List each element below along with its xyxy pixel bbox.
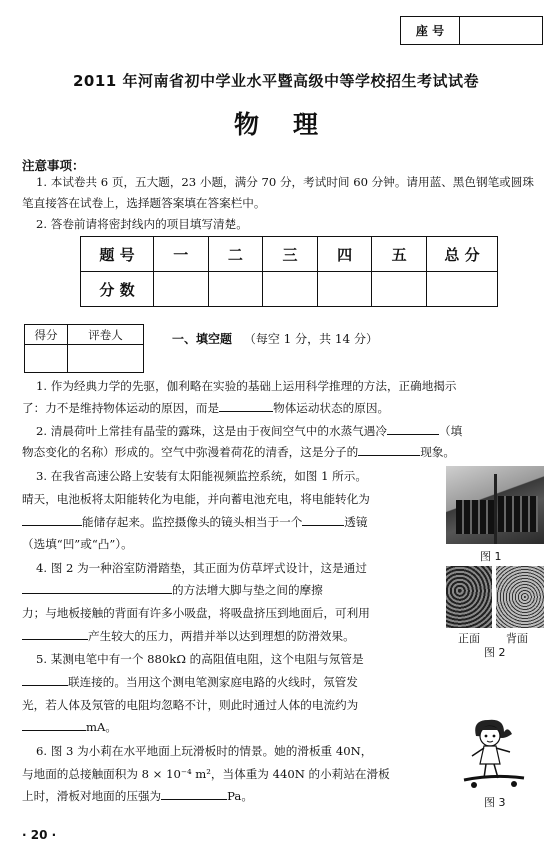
- q5-text-b: 联连接的。当用这个测电笔测家庭电路的火线时，氖管发: [68, 675, 358, 689]
- seat-number-box: [400, 16, 543, 45]
- q3-blank-1[interactable]: [22, 513, 82, 526]
- score-header-3: 三: [263, 237, 318, 272]
- q2-text-a: 2. 清晨荷叶上常挂有晶莹的露珠，这是由于夜间空气中的水蒸气遇冷: [36, 424, 387, 438]
- q3-line4: （选填“凹”或“凸”）。: [22, 537, 133, 551]
- score-cell-1[interactable]: [154, 272, 209, 307]
- score-header-5: 五: [372, 237, 427, 272]
- q6-line2: 与地面的总接触面积为 8 × 10⁻⁴ m²，当体重为 440N 的小莉站在滑板: [22, 767, 390, 781]
- score-cell-2[interactable]: [208, 272, 263, 307]
- grader-name-cell[interactable]: [68, 345, 144, 373]
- q5-line2: [22, 672, 442, 693]
- note-item-1: 1. 本试卷共 6 页，五大题，23 小题，满分 70 分，考试时间 60 分钟。请用蓝、黑色钢笔或圆珠笔直接答在试卷上，选择题答案填在答案栏中。: [22, 175, 534, 210]
- q6-text-c: 上时，滑板对地面的压强为: [22, 789, 162, 803]
- q3-text-d: 透镜: [344, 515, 368, 529]
- grader-name-label: 评卷人: [68, 325, 144, 345]
- score-header-1: 一: [154, 237, 209, 272]
- q2-line2: [22, 442, 544, 463]
- q3-blank-2[interactable]: [302, 513, 344, 526]
- score-cell-total[interactable]: [427, 272, 498, 307]
- figure-2-mat-back-image: [496, 566, 544, 628]
- figure-2-caption: 图 2: [484, 646, 506, 659]
- score-header-label: 题 号: [81, 237, 154, 272]
- q2-text-d: 现象。: [420, 445, 456, 459]
- note-item-2: 2. 答卷前请将密封线内的项目填写清楚。: [36, 217, 248, 231]
- subject-title: 物理: [233, 110, 352, 139]
- exam-title: 2011 年河南省初中学业水平暨高级中等学校招生考试试卷: [73, 72, 479, 90]
- q1-text-a: 了：力不是维持物体运动的原因，而是: [22, 401, 220, 415]
- figure-3-caption: 图 3: [484, 796, 506, 809]
- q5-line3: 光，若人体及氖管的电阻均忽略不计，则此时通过人体的电流约为: [22, 698, 359, 712]
- q5-blank-2[interactable]: [22, 718, 86, 731]
- seat-value-field[interactable]: [460, 17, 543, 45]
- grader-box: [24, 324, 144, 373]
- q2-blank-2[interactable]: [358, 443, 420, 456]
- q1-text-b: 物体运动状态的原因。: [273, 401, 390, 415]
- score-cell-4[interactable]: [317, 272, 372, 307]
- grader-score-cell[interactable]: [25, 345, 68, 373]
- figure-1-caption: 图 1: [480, 550, 502, 563]
- score-header-total: 总 分: [427, 237, 498, 272]
- q2-blank-1[interactable]: [387, 422, 439, 435]
- q1-blank[interactable]: [219, 399, 273, 412]
- q3-text-c: 能储存起来。监控摄像头的镜头相当于一个: [82, 515, 303, 529]
- figure-1-solar-panel-image: [446, 466, 544, 544]
- figure-2-front-label: 正面: [458, 632, 480, 645]
- seat-label: 座 号: [401, 17, 460, 45]
- q6-blank[interactable]: [161, 787, 227, 800]
- q4-blank-1[interactable]: [22, 581, 172, 594]
- notes-heading: 注意事项：: [22, 158, 85, 173]
- q5-line1: 5. 某测电笔中有一个 880kΩ 的高阻值电阻，这个电阻与氖管是: [36, 652, 364, 666]
- page-number: · 20 ·: [22, 828, 57, 842]
- score-header-2: 二: [208, 237, 263, 272]
- score-table: [80, 236, 498, 307]
- figure-2-back-label: 背面: [506, 632, 528, 645]
- grader-score-label: 得分: [25, 325, 68, 345]
- q5-line4: [22, 717, 442, 738]
- figure-3-skateboard-girl-image: [458, 716, 530, 792]
- score-cell-5[interactable]: [372, 272, 427, 307]
- q4-line4: [22, 626, 442, 647]
- score-row-label: 分 数: [81, 272, 154, 307]
- q4-line2: [22, 580, 442, 601]
- q4-text-d: 产生较大的压力，两措并举以达到理想的防滑效果。: [88, 629, 355, 643]
- q1-line2: [22, 398, 544, 419]
- q3-line1: 3. 在我省高速公路上安装有太阳能视频监控系统，如图 1 所示。: [36, 469, 367, 483]
- q2-text-c: 物态变化的名称）形成的。空气中弥漫着荷花的清香，这是分子的: [22, 445, 359, 459]
- section-heading: [172, 330, 378, 347]
- figure-2-mat-front-image: [446, 566, 492, 628]
- q4-line1: 4. 图 2 为一种浴室防滑踏垫，其正面为仿草坪式设计，这是通过: [36, 561, 367, 575]
- q1-line1: 1. 作为经典力学的先驱，伽利略在实验的基础上运用科学推理的方法，正确地揭示: [36, 379, 457, 393]
- q4-text-b: 的方法增大脚与垫之间的摩擦: [172, 583, 323, 597]
- section-title: 一、填空题: [172, 332, 233, 346]
- q5-text-d: mA。: [86, 720, 117, 734]
- q4-line3: 力；与地板接触的背面有许多小吸盘，将吸盘挤压到地面后，可利用: [22, 606, 370, 620]
- q4-blank-2[interactable]: [22, 627, 88, 640]
- q2-text-b: （填: [438, 424, 463, 438]
- q3-line3: [22, 512, 442, 533]
- q6-text-d: Pa。: [227, 789, 253, 803]
- q3-line2: 晴天，电池板将太阳能转化为电能，并向蓄电池充电，将电能转化为: [22, 492, 370, 506]
- q6-line1: 6. 图 3 为小莉在水平地面上玩滑板时的情景。她的滑板重 40N，: [36, 744, 373, 758]
- score-cell-3[interactable]: [263, 272, 318, 307]
- score-header-4: 四: [317, 237, 372, 272]
- q5-blank-1[interactable]: [22, 673, 68, 686]
- q6-line3: [22, 786, 442, 807]
- section-note: （每空 1 分，共 14 分）: [243, 332, 379, 346]
- q2-line1: [36, 421, 546, 442]
